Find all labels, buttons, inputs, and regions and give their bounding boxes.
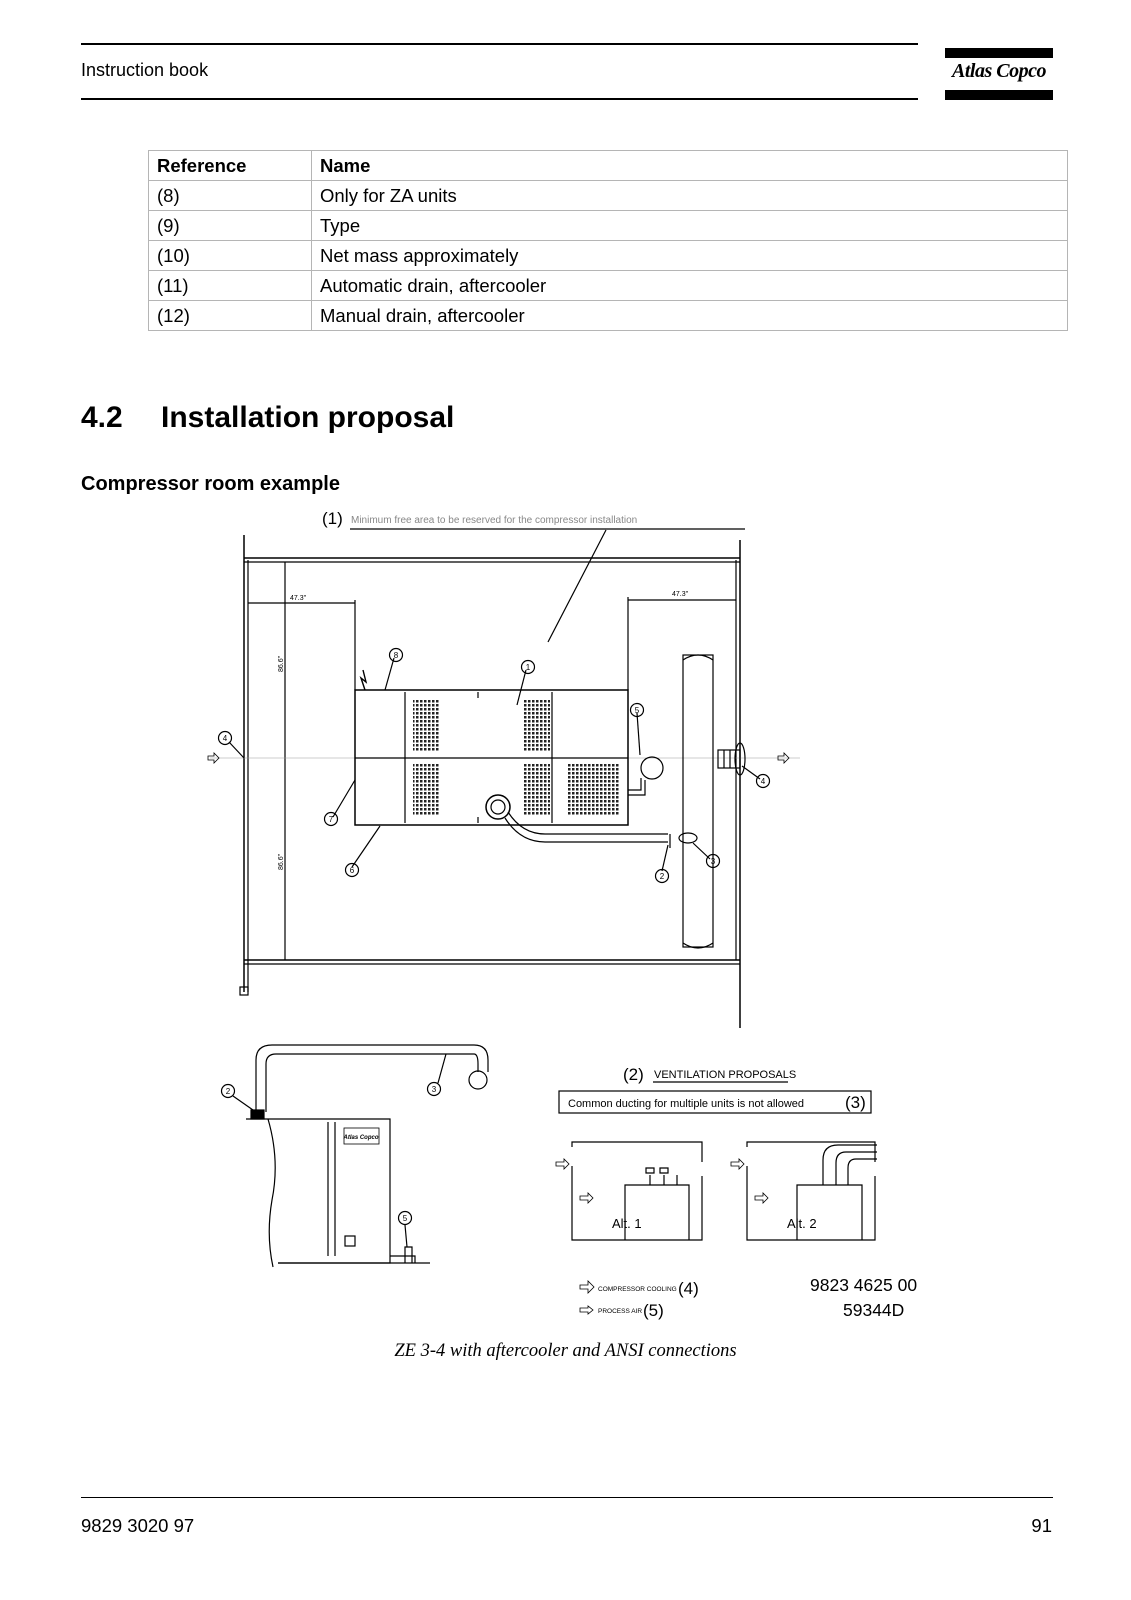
label-3: (3) xyxy=(845,1093,866,1112)
dim-vert-bottom: 86.6" xyxy=(278,853,285,870)
balloon-2-plan: 2 xyxy=(659,872,665,881)
table-cell-reference: (11) xyxy=(149,271,312,301)
dim-left: 47.3" xyxy=(290,595,307,602)
table-cell-name: Net mass approximately xyxy=(312,241,1068,271)
table-cell-name: Only for ZA units xyxy=(312,181,1068,211)
subheading: Compressor room example xyxy=(81,473,340,495)
ducting-note: Common ducting for multiple units is not allowed xyxy=(568,1098,805,1110)
balloon-3-plan: 3 xyxy=(710,857,716,866)
table-row xyxy=(149,211,1068,241)
label-5: (5) xyxy=(643,1301,664,1320)
balloon-2-side: 2 xyxy=(225,1087,231,1096)
brand-logo-text: Atlas Copco xyxy=(952,60,1046,82)
table-cell-name: Type xyxy=(312,211,1068,241)
installation-drawing xyxy=(0,500,1131,1330)
legend-cooling: COMPRESSOR COOLING xyxy=(598,1286,677,1293)
table-cell-reference: (8) xyxy=(149,181,312,211)
document-title: Instruction book xyxy=(81,60,209,80)
balloon-6: 6 xyxy=(349,866,355,875)
table-cell-reference: (12) xyxy=(149,301,312,331)
header-bottom-rule xyxy=(81,98,918,100)
footer-rule xyxy=(81,1497,1053,1498)
legend-process: PROCESS AIR xyxy=(598,1308,643,1315)
table-cell-reference: (10) xyxy=(149,241,312,271)
note-free-area: Minimum free area to be reserved for the compressor installation xyxy=(351,515,638,526)
page-number: 91 xyxy=(1031,1515,1052,1536)
balloon-5-side: 5 xyxy=(402,1214,408,1223)
balloon-5: 5 xyxy=(634,706,640,715)
drawing-code: 59344D xyxy=(843,1300,905,1320)
figure-caption: ZE 3-4 with aftercooler and ANSI connections xyxy=(394,1341,737,1361)
table-cell-name: Manual drain, aftercooler xyxy=(312,301,1068,331)
ventilation-title: VENTILATION PROPOSALS xyxy=(654,1069,797,1081)
column-header-name: Name xyxy=(312,151,1068,181)
side-view-brand: Atlas Copco xyxy=(343,1135,379,1141)
table-row xyxy=(149,241,1068,271)
header-top-rule xyxy=(81,43,918,45)
brand-logo xyxy=(945,48,1053,100)
table-cell-name: Automatic drain, aftercooler xyxy=(312,271,1068,301)
section-title: Installation proposal xyxy=(161,401,455,434)
table-cell-reference: (9) xyxy=(149,211,312,241)
balloon-7: 7 xyxy=(328,815,334,824)
section-number: 4.2 xyxy=(81,401,123,434)
balloon-4-right: 4 xyxy=(760,777,766,786)
balloon-1: 1 xyxy=(525,663,531,672)
label-4: (4) xyxy=(678,1279,699,1298)
balloon-3-side: 3 xyxy=(431,1085,437,1094)
table-row xyxy=(149,271,1068,301)
balloon-8: 8 xyxy=(393,651,399,660)
column-header-reference: Reference xyxy=(149,151,312,181)
dim-vert-top: 86.6" xyxy=(278,655,285,672)
alt-2-label: Alt. 2 xyxy=(787,1216,817,1231)
balloon-4-left: 4 xyxy=(222,734,228,743)
drawing-number: 9823 4625 00 xyxy=(810,1275,918,1295)
label-2: (2) xyxy=(623,1065,644,1084)
reference-table xyxy=(148,150,1068,331)
table-row xyxy=(149,301,1068,331)
table-row xyxy=(149,181,1068,211)
table-header-row xyxy=(149,151,1068,181)
footer-doc-number: 9829 3020 97 xyxy=(81,1515,195,1536)
dim-right: 47.3" xyxy=(672,591,689,598)
alt-1-label: Alt. 1 xyxy=(612,1216,642,1231)
label-1: (1) xyxy=(322,509,343,528)
